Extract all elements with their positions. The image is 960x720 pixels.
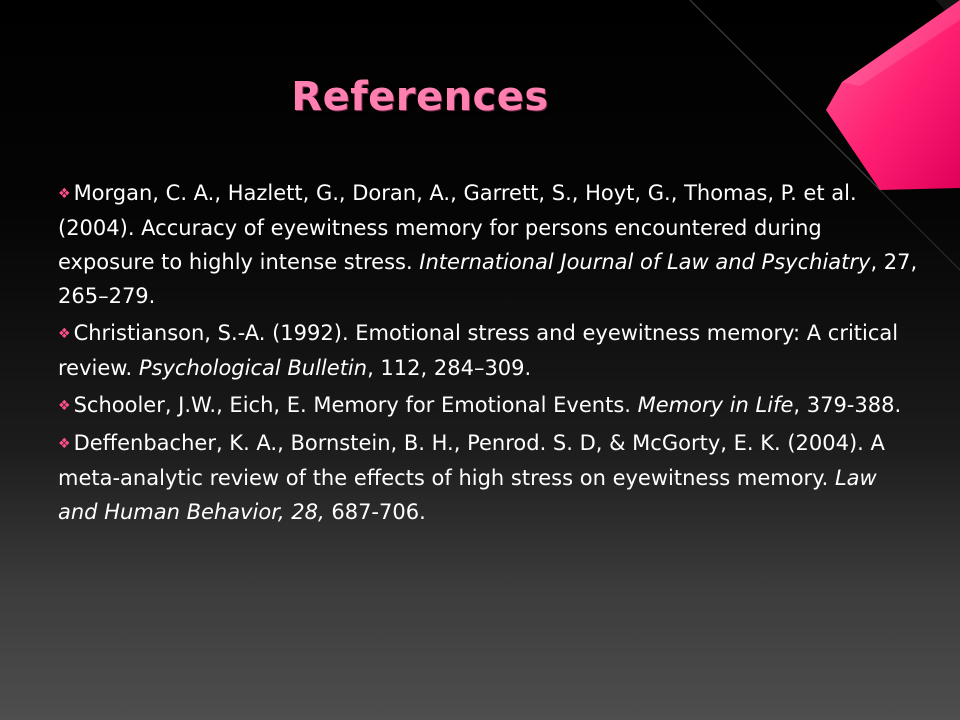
reference-citation: 687-706.: [324, 500, 426, 524]
diamond-bullet-icon: ❖: [58, 398, 71, 414]
diamond-bullet-icon: ❖: [58, 326, 71, 342]
reference-source: Psychological Bulletin: [138, 356, 368, 380]
reference-text: Schooler, J.W., Eich, E. Memory for Emotional Events.: [73, 393, 638, 417]
reference-source: Law and Human Behavior, 28,: [58, 466, 877, 524]
reference-item: [58, 388, 918, 423]
reference-item: [58, 176, 918, 313]
slide-title: References: [291, 74, 549, 120]
diamond-bullet-icon: ❖: [58, 436, 71, 452]
reference-source: Memory in Life: [637, 393, 794, 417]
reference-item: [58, 426, 918, 529]
reference-citation: , 112, 284–309.: [367, 356, 532, 380]
reference-text: Morgan, C. A., Hazlett, G., Doran, A., Garrett, S., Hoyt, G., Thomas, P. et al. (2004). Accuracy of eyewitness memory for persons encountered during exposure to highly intense stress.: [58, 181, 857, 274]
reference-item: [58, 316, 918, 385]
reference-source: International Journal of Law and Psychiatry: [419, 250, 871, 274]
reference-citation: , 379-388.: [793, 393, 902, 417]
reference-citation: , 27, 265–279.: [58, 250, 918, 308]
references-list: [58, 176, 918, 532]
reference-text: Deffenbacher, K. A., Bornstein, B. H., Penrod. S. D, & McGorty, E. K. (2004). A meta-analytic review of the effects of high stress on eyewitness memory.: [58, 431, 885, 490]
reference-text: Christianson, S.-A. (1992). Emotional stress and eyewitness memory: A critical review.: [58, 321, 899, 380]
diamond-bullet-icon: ❖: [58, 186, 71, 202]
